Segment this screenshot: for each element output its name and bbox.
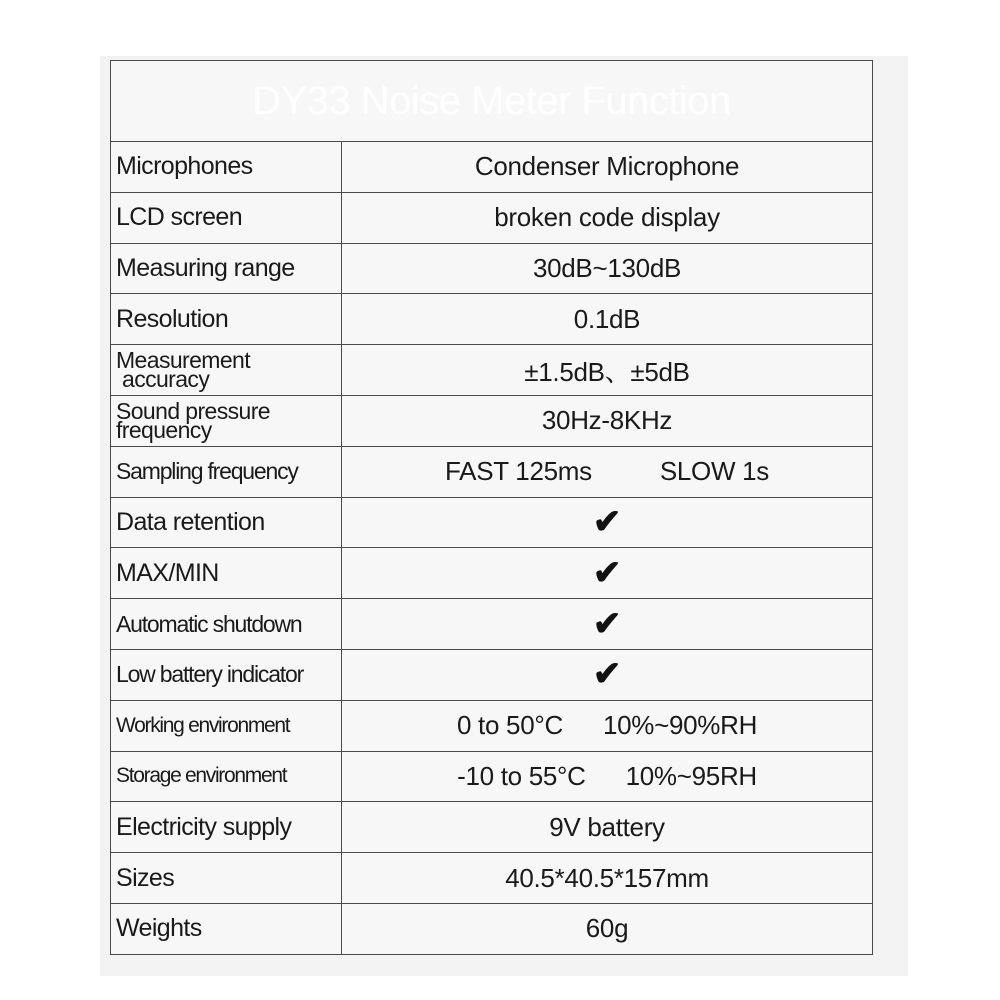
table-row xyxy=(111,142,873,193)
row-label-measurement-accuracy xyxy=(111,345,342,396)
label-line: frequency xyxy=(116,416,212,443)
row-value-storage-environment xyxy=(342,751,873,802)
row-label-resolution: Resolution xyxy=(111,294,342,345)
table-row xyxy=(111,548,873,599)
row-label-electricity-supply: Electricity supply xyxy=(111,802,342,853)
checkmark-icon: ✔ xyxy=(592,655,622,694)
row-value-sound-pressure-frequency: 30Hz-8KHz xyxy=(342,395,873,446)
table-title: DY33 Noise Meter Function xyxy=(111,61,873,142)
table-row xyxy=(111,700,873,751)
table-row xyxy=(111,395,873,446)
table-row xyxy=(111,192,873,243)
table-row xyxy=(111,649,873,700)
table-row xyxy=(111,802,873,853)
sampling-fast-value: FAST 125ms xyxy=(445,456,592,487)
row-value-working-environment xyxy=(342,700,873,751)
table-row xyxy=(111,497,873,548)
title-row xyxy=(111,61,873,142)
table-row xyxy=(111,751,873,802)
storage-temperature-value: -10 to 55°C xyxy=(457,760,586,791)
row-label-low-battery-indicator: Low battery indicator xyxy=(111,649,342,700)
row-value-weights: 60g xyxy=(342,903,873,954)
row-label-working-environment: Working environment xyxy=(111,700,342,751)
row-label-microphones: Microphones xyxy=(111,142,342,193)
row-label-lcd-screen: LCD screen xyxy=(111,192,342,243)
row-value-data-retention xyxy=(342,497,873,548)
row-value-measuring-range: 30dB~130dB xyxy=(342,243,873,294)
working-humidity-value: 10%~90%RH xyxy=(602,710,758,741)
table-row xyxy=(111,243,873,294)
row-value-resolution: 0.1dB xyxy=(342,294,873,345)
checkmark-icon: ✔ xyxy=(592,604,622,643)
table-row xyxy=(111,345,873,396)
checkmark-icon: ✔ xyxy=(592,553,622,592)
table-row xyxy=(111,446,873,497)
table-row xyxy=(111,294,873,345)
row-label-sizes: Sizes xyxy=(111,853,342,904)
row-value-electricity-supply: 9V battery xyxy=(342,802,873,853)
row-value-max-min xyxy=(342,548,873,599)
row-value-measurement-accuracy: ±1.5dB、±5dB xyxy=(342,345,873,396)
row-value-microphones: Condenser Microphone xyxy=(342,142,873,193)
row-value-sizes: 40.5*40.5*157mm xyxy=(342,853,873,904)
row-label-sound-pressure-frequency xyxy=(111,395,342,446)
row-value-automatic-shutdown xyxy=(342,599,873,650)
row-value-lcd-screen: broken code display xyxy=(342,192,873,243)
row-value-low-battery-indicator xyxy=(342,649,873,700)
label-line: Measurement xyxy=(116,347,251,374)
spec-table xyxy=(110,60,873,955)
storage-humidity-value: 10%~95RH xyxy=(625,760,757,791)
table-row xyxy=(111,599,873,650)
label-line: Sound pressure xyxy=(116,397,270,424)
row-label-max-min: MAX/MIN xyxy=(111,548,342,599)
row-label-sampling-frequency: Sampling frequency xyxy=(111,446,342,497)
checkmark-icon: ✔ xyxy=(592,502,622,541)
row-label-automatic-shutdown: Automatic shutdown xyxy=(111,599,342,650)
working-temperature-value: 0 to 50°C xyxy=(456,710,563,741)
table-row xyxy=(111,903,873,954)
row-label-weights: Weights xyxy=(111,903,342,954)
table-row xyxy=(111,853,873,904)
sampling-slow-value: SLOW 1s xyxy=(659,456,769,487)
row-value-sampling-frequency xyxy=(342,446,873,497)
row-label-data-retention: Data retention xyxy=(111,497,342,548)
row-label-storage-environment: Storage environment xyxy=(111,751,342,802)
label-line: accuracy xyxy=(122,366,210,393)
row-label-measuring-range: Measuring range xyxy=(111,243,342,294)
